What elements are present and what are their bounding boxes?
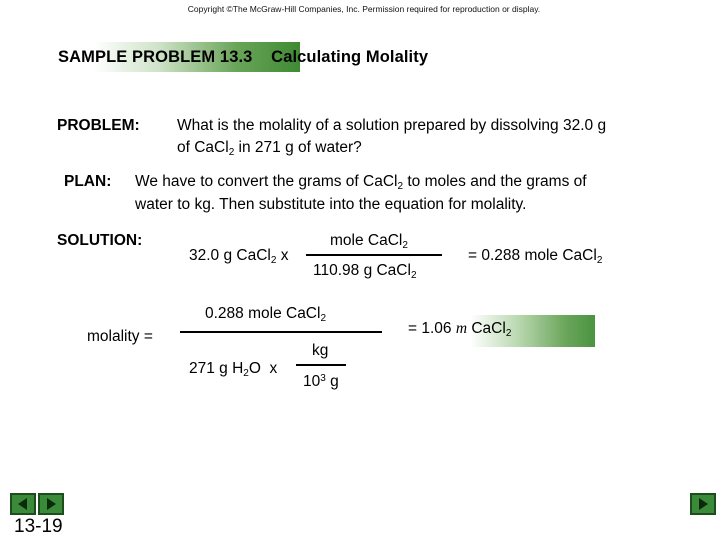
triangle-left-icon: [12, 495, 34, 513]
slide-title: SAMPLE PROBLEM 13.3 Calculating Molality: [58, 48, 429, 66]
problem-line-1: What is the molality of a solution prepared by dissolving 32.0 g: [177, 117, 607, 134]
molality-lhs: molality =: [87, 328, 153, 345]
eq2-fraction-bar: [180, 331, 382, 333]
eq1-numerator: mole CaCl$_2$: [330, 232, 408, 251]
copyright-notice: Copyright ©The McGraw-Hill Companies, Inc. Permission required for reproduction or display.: [187, 4, 541, 14]
molality-result: = 1.06 m CaCl$_2$: [408, 320, 512, 339]
problem-label: PROBLEM:: [57, 117, 140, 134]
page-number: 13-19: [14, 516, 63, 537]
next-slide-button[interactable]: [690, 493, 716, 515]
triangle-right-icon: [692, 495, 714, 513]
plan-line-2: water to kg. Then substitute into the equation for molality.: [135, 196, 527, 213]
triangle-right-icon: [40, 495, 62, 513]
problem-line-2: of CaCl$_2$ in 271 g of water?: [177, 139, 362, 158]
eq2-inner-fraction-bar: [296, 364, 346, 366]
eq2-inner-denominator: $10^3$ g: [303, 373, 339, 390]
eq2-inner-numerator: kg: [312, 342, 329, 359]
forward-button[interactable]: [38, 493, 64, 515]
eq1-denominator: 110.98 g CaCl$_2$: [313, 262, 417, 281]
eq1-fraction-bar: [306, 254, 442, 256]
plan-label: PLAN:: [64, 173, 112, 190]
solution-label: SOLUTION:: [57, 232, 143, 249]
plan-line-1: We have to convert the grams of CaCl$_2$ to moles and the grams of: [135, 173, 587, 192]
eq2-numerator: 0.288 mole CaCl$_2$: [205, 305, 327, 324]
eq2-denominator: 271 g $H_2O$ x: [189, 360, 278, 379]
back-button[interactable]: [10, 493, 36, 515]
eq1-given: 32.0 g CaCl$_2$ x: [189, 247, 289, 266]
eq1-result: = 0.288 mole CaCl$_2$: [468, 247, 603, 266]
